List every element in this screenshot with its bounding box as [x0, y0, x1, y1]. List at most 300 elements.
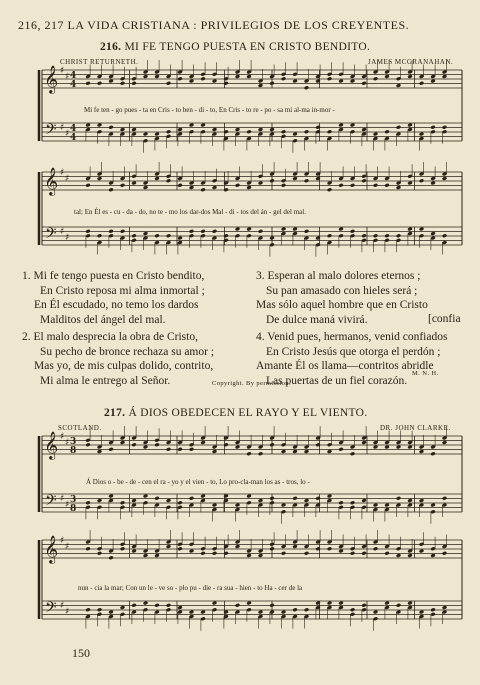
note-head — [396, 445, 401, 450]
note-head — [258, 181, 263, 186]
stanza-line: En Cristo Jesús que otorga el perdón ; — [266, 345, 441, 358]
note-head — [350, 123, 355, 128]
note-head — [269, 546, 274, 551]
note-head — [361, 233, 366, 238]
note-head — [246, 185, 251, 190]
stanza-line: Su pecho de bronce rechaza su amor ; — [40, 345, 215, 358]
sharp-icon: ♯ — [65, 233, 70, 243]
note-head — [189, 185, 194, 190]
note-head — [235, 503, 240, 508]
note-head — [327, 546, 332, 551]
note-head — [304, 498, 309, 503]
note-head — [177, 236, 182, 241]
stanza-line: 3. Esperan al malo dolores eternos ; — [256, 270, 421, 282]
note-head — [396, 125, 401, 130]
note-head — [373, 546, 378, 551]
note-head — [166, 447, 171, 452]
time-signature-icon: 3 — [70, 437, 77, 447]
note-head — [258, 127, 263, 132]
note-head — [166, 498, 171, 503]
treble-clef-icon: 𝄞 — [44, 167, 59, 195]
note-head — [373, 233, 378, 238]
note-head — [384, 551, 389, 556]
note-head — [373, 132, 378, 137]
note-head — [143, 74, 148, 79]
hymn-217-lyrics-line-1: Á Dios o - be - de - cen el ra - yo y el vien - to, Lo pro-cla-man los as - tros, lo - — [86, 478, 310, 486]
note-head — [212, 449, 217, 454]
note-head — [166, 544, 171, 549]
note-head — [131, 81, 136, 86]
note-head — [361, 81, 366, 86]
note-head — [442, 440, 447, 445]
note-head — [292, 132, 297, 137]
time-signature-icon: 3 — [70, 495, 77, 505]
note-head — [154, 74, 159, 79]
note-head — [304, 85, 309, 90]
note-head — [407, 601, 412, 606]
note-head — [97, 81, 102, 86]
note-head — [166, 81, 171, 86]
note-head — [384, 601, 389, 606]
note-head — [85, 81, 90, 86]
note-head — [200, 494, 205, 499]
note-head — [246, 451, 251, 456]
note-head — [292, 544, 297, 549]
note-head — [281, 129, 286, 134]
note-head — [246, 129, 251, 134]
note-head — [235, 127, 240, 132]
note-head — [235, 227, 240, 232]
note-head — [143, 553, 148, 558]
note-head — [108, 555, 113, 560]
note-head — [304, 551, 309, 556]
note-head — [350, 451, 355, 456]
note-head — [212, 503, 217, 508]
note-head — [154, 132, 159, 137]
note-head — [154, 442, 159, 447]
note-head — [108, 187, 113, 192]
note-head — [189, 229, 194, 234]
note-head — [120, 440, 125, 445]
note-head — [350, 183, 355, 188]
note-head — [407, 445, 412, 450]
stanza-line: Malditos del ángel del mal. — [40, 313, 166, 326]
hymn-216-tune-name: CHRIST RETURNETH. — [60, 58, 139, 66]
stanza-line: 1. Mi fe tengo puesta en Cristo bendito, — [22, 270, 205, 282]
note-head — [212, 79, 217, 84]
hymn-217-title-text: Á DIOS OBEDECEN EL RAYO Y EL VIENTO. — [128, 407, 368, 419]
note-head — [338, 123, 343, 128]
note-head — [430, 607, 435, 612]
note-head — [177, 183, 182, 188]
sharp-icon: ♯ — [65, 129, 70, 139]
note-head — [108, 447, 113, 452]
note-head — [120, 500, 125, 505]
note-head — [419, 178, 424, 183]
note-head — [338, 549, 343, 554]
sharp-icon: ♯ — [65, 607, 70, 617]
note-head — [97, 551, 102, 556]
note-head — [396, 603, 401, 608]
note-head — [200, 123, 205, 128]
note-head — [373, 445, 378, 450]
note-head — [200, 610, 205, 615]
note-head — [430, 231, 435, 236]
sharp-icon: ♯ — [60, 227, 65, 237]
note-head — [212, 229, 217, 234]
note-head — [200, 229, 205, 234]
note-head — [154, 553, 159, 558]
note-head — [85, 442, 90, 447]
stanza-line: Mas yo, de mis culpas dolido, contrito, — [34, 360, 214, 372]
hymn-217-tune-name: SCOTLAND. — [58, 424, 102, 432]
note-head — [338, 500, 343, 505]
note-head — [430, 553, 435, 558]
note-head — [384, 74, 389, 79]
sharp-icon: ♯ — [60, 536, 65, 546]
note-head — [327, 449, 332, 454]
hymn-216-stanza-3-turnover: [confia — [428, 313, 461, 325]
note-head — [292, 176, 297, 181]
note-head — [97, 233, 102, 238]
note-head — [177, 546, 182, 551]
note-head — [108, 610, 113, 615]
note-head — [131, 498, 136, 503]
note-head — [430, 503, 435, 508]
note-head — [131, 549, 136, 554]
sharp-icon: ♯ — [60, 601, 65, 611]
stanza-line: De dulce maná vivirá. — [266, 313, 368, 326]
note-head — [430, 451, 435, 456]
note-head — [246, 494, 251, 499]
stanza-line: 4. Venid pues, hermanos, venid confiados — [256, 331, 448, 343]
note-head — [200, 551, 205, 556]
note-head — [177, 447, 182, 452]
note-head — [212, 185, 217, 190]
note-head — [407, 74, 412, 79]
sharp-icon: ♯ — [60, 432, 65, 442]
note-head — [304, 607, 309, 612]
note-head — [327, 233, 332, 238]
note-head — [189, 496, 194, 501]
note-head — [154, 603, 159, 608]
note-head — [350, 229, 355, 234]
note-head — [85, 607, 90, 612]
time-signature-icon: 4 — [70, 124, 77, 134]
note-head — [350, 551, 355, 556]
page-number: 150 — [72, 646, 90, 660]
note-head — [189, 79, 194, 84]
note-head — [166, 603, 171, 608]
note-head — [120, 605, 125, 610]
note-head — [200, 76, 205, 81]
bass-clef-icon: 𝄢 — [45, 121, 57, 142]
time-signature-icon: 4 — [70, 80, 77, 90]
hymn-216-stanza-3 — [256, 269, 428, 327]
note-head — [373, 183, 378, 188]
note-head — [189, 610, 194, 615]
bass-clef-icon: 𝄢 — [45, 599, 57, 620]
note-head — [442, 233, 447, 238]
note-head — [166, 129, 171, 134]
note-head — [281, 610, 286, 615]
note-head — [304, 449, 309, 454]
stanza-line: Amante Él os llama—contritos abridle — [256, 360, 434, 372]
note-head — [258, 83, 263, 88]
note-head — [143, 494, 148, 499]
note-head — [200, 440, 205, 445]
note-head — [384, 233, 389, 238]
note-head — [430, 125, 435, 130]
note-head — [304, 178, 309, 183]
note-head — [292, 607, 297, 612]
note-head — [292, 496, 297, 501]
note-head — [200, 187, 205, 192]
note-head — [235, 183, 240, 188]
note-head — [407, 181, 412, 186]
note-head — [281, 551, 286, 556]
note-head — [269, 496, 274, 501]
note-head — [361, 551, 366, 556]
hymn-216-composer: JAMES MCGRANAHAN. — [368, 58, 454, 66]
note-head — [212, 551, 217, 556]
note-head — [143, 231, 148, 236]
note-head — [189, 447, 194, 452]
note-head — [442, 605, 447, 610]
note-head — [350, 79, 355, 84]
note-head — [85, 183, 90, 188]
bass-clef-icon: 𝄢 — [45, 492, 57, 513]
time-signature-icon: 4 — [70, 71, 77, 81]
hymn-216-lyrics-line-1: Mi fe ten - go pues - ta en Cris - to ben - di - to, En Cris - to re - po - sa mi al-ma in-mor - — [84, 106, 335, 114]
note-head — [396, 185, 401, 190]
note-head — [269, 603, 274, 608]
note-head — [258, 553, 263, 558]
hymn-217-lyrics-line-2: nun - cia la mar; Con un le - ve so - plo pu - die - ra sua - hien - to Ha - cer de la — [78, 584, 303, 592]
time-signature-icon: 4 — [70, 133, 77, 143]
note-head — [407, 553, 412, 558]
note-head — [304, 129, 309, 134]
note-head — [442, 176, 447, 181]
hymn-216-stanza-1 — [22, 269, 205, 327]
note-head — [246, 227, 251, 232]
note-head — [189, 549, 194, 554]
note-head — [212, 601, 217, 606]
stanza-line: Mi alma le entrego al Señor. — [40, 374, 171, 387]
treble-clef-icon: 𝄞 — [44, 535, 59, 563]
hymn-216-lyrics-line-2: tal; En Él es - cu - da - do, no te - mo los dar-dos Mal - di - tos del án - gel del mal. — [74, 208, 306, 216]
sharp-icon: ♯ — [65, 438, 70, 448]
note-head — [166, 178, 171, 183]
note-head — [177, 76, 182, 81]
note-head — [269, 442, 274, 447]
note-head — [419, 81, 424, 86]
note-head — [269, 81, 274, 86]
note-head — [258, 229, 263, 234]
note-head — [442, 551, 447, 556]
note-head — [131, 233, 136, 238]
note-head — [212, 127, 217, 132]
note-head — [373, 610, 378, 615]
note-head — [143, 445, 148, 450]
sharp-icon: ♯ — [65, 72, 70, 82]
note-head — [361, 127, 366, 132]
note-head — [108, 229, 113, 234]
note-head — [396, 233, 401, 238]
note-head — [281, 183, 286, 188]
note-head — [407, 227, 412, 232]
note-head — [281, 449, 286, 454]
note-head — [327, 129, 332, 134]
note-head — [442, 74, 447, 79]
note-head — [419, 132, 424, 137]
note-head — [154, 496, 159, 501]
note-head — [235, 74, 240, 79]
note-head — [177, 605, 182, 610]
note-head — [292, 449, 297, 454]
note-head — [419, 498, 424, 503]
note-head — [246, 553, 251, 558]
note-head — [269, 236, 274, 241]
note-head — [120, 229, 125, 234]
sharp-icon: ♯ — [65, 500, 70, 510]
hymn-216-number: 216. — [100, 41, 122, 53]
note-head — [281, 227, 286, 232]
note-head — [131, 127, 136, 132]
note-head — [131, 442, 136, 447]
note-head — [304, 229, 309, 234]
copyright-notice: Copyright. By permission. — [212, 380, 291, 387]
sharp-icon: ♯ — [60, 494, 65, 504]
sharp-icon: ♯ — [60, 168, 65, 178]
running-header: 216, 217 LA VIDA CRISTIANA : PRIVILEGIOS DE LOS CREYENTES. — [18, 18, 410, 32]
note-head — [396, 553, 401, 558]
note-head — [350, 607, 355, 612]
note-head — [269, 127, 274, 132]
note-head — [361, 603, 366, 608]
note-head — [154, 233, 159, 238]
note-head — [384, 183, 389, 188]
note-head — [177, 127, 182, 132]
hymn-216-author-initials: M. N. H. — [412, 370, 439, 377]
note-head — [407, 498, 412, 503]
note-head — [131, 181, 136, 186]
note-head — [350, 500, 355, 505]
note-head — [120, 546, 125, 551]
note-head — [246, 74, 251, 79]
sharp-icon: ♯ — [65, 542, 70, 552]
note-head — [361, 178, 366, 183]
note-head — [258, 498, 263, 503]
note-head — [235, 445, 240, 450]
note-head — [120, 127, 125, 132]
note-head — [327, 76, 332, 81]
note-head — [396, 496, 401, 501]
note-head — [143, 132, 148, 137]
note-head — [97, 449, 102, 454]
note-head — [108, 125, 113, 130]
hymn-217-composer: DR. JOHN CLARKE. — [380, 424, 451, 432]
note-head — [373, 76, 378, 81]
note-head — [361, 440, 366, 445]
note-head — [430, 79, 435, 84]
bass-clef-icon: 𝄢 — [45, 225, 57, 246]
note-head — [419, 227, 424, 232]
note-head — [373, 503, 378, 508]
note-head — [189, 123, 194, 128]
note-head — [327, 494, 332, 499]
note-head — [430, 181, 435, 186]
note-head — [292, 79, 297, 84]
stanza-line: Su pan amasado con hieles será ; — [266, 284, 418, 297]
note-head — [143, 185, 148, 190]
note-head — [120, 81, 125, 86]
note-head — [419, 449, 424, 454]
note-head — [235, 544, 240, 549]
note-head — [143, 601, 148, 606]
note-head — [85, 500, 90, 505]
note-head — [442, 125, 447, 130]
treble-clef-icon: 𝄞 — [44, 65, 59, 93]
stanza-line: 2. El malo desprecia la obra de Cristo, — [22, 331, 198, 343]
note-head — [97, 123, 102, 128]
note-head — [419, 549, 424, 554]
sharp-icon: ♯ — [65, 174, 70, 184]
note-head — [120, 183, 125, 188]
sharp-icon: ♯ — [60, 66, 65, 76]
note-head — [338, 183, 343, 188]
note-head — [269, 178, 274, 183]
note-head — [281, 503, 286, 508]
note-head — [384, 503, 389, 508]
note-head — [338, 601, 343, 606]
note-head — [97, 176, 102, 181]
note-head — [258, 610, 263, 615]
note-head — [108, 494, 113, 499]
stanza-line: Mas sólo aquel hombre que en Cristo — [256, 299, 428, 311]
time-signature-icon: 8 — [70, 446, 77, 456]
note-head — [166, 233, 171, 238]
treble-clef-icon: 𝄞 — [44, 431, 59, 459]
note-head — [108, 79, 113, 84]
time-signature-icon: 8 — [70, 504, 77, 514]
note-head — [281, 76, 286, 81]
note-head — [338, 447, 343, 452]
note-head — [419, 610, 424, 615]
note-head — [338, 227, 343, 232]
note-head — [442, 496, 447, 501]
note-head — [361, 498, 366, 503]
note-head — [407, 123, 412, 128]
note-head — [246, 601, 251, 606]
hymn-217-number: 217. — [104, 407, 126, 419]
note-head — [327, 187, 332, 192]
hymn-217-title — [104, 407, 367, 419]
note-head — [85, 546, 90, 551]
note-head — [292, 227, 297, 232]
hymn-216-stanza-2 — [22, 330, 214, 388]
note-head — [384, 445, 389, 450]
stanza-line: Las puertas de un fiel corazón. — [266, 374, 408, 387]
note-head — [85, 229, 90, 234]
hymn-216-title-text: MI FE TENGO PUESTA EN CRISTO BENDITO. — [124, 41, 371, 53]
note-head — [131, 603, 136, 608]
note-head — [384, 129, 389, 134]
stanza-line: En Cristo reposa mi alma inmortal ; — [40, 284, 205, 297]
sharp-icon: ♯ — [60, 123, 65, 133]
note-head — [177, 500, 182, 505]
note-head — [327, 601, 332, 606]
